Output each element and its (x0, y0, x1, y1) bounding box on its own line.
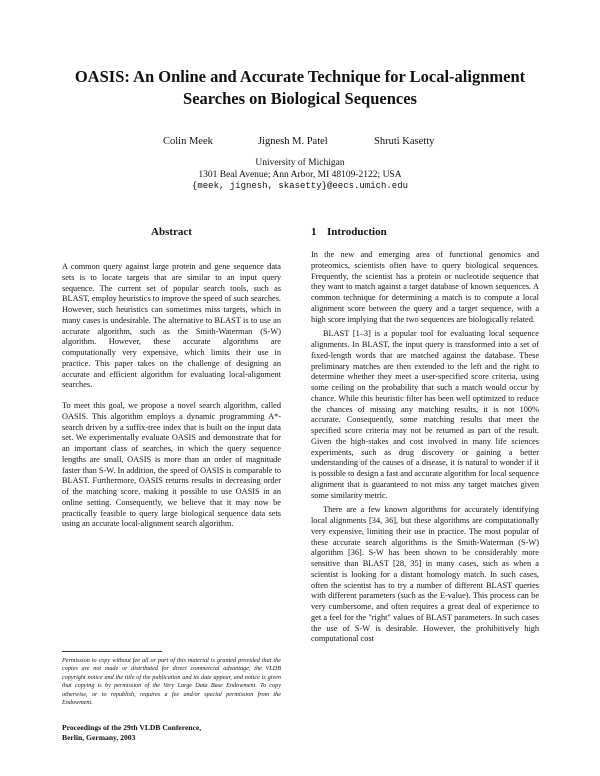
section-heading (311, 226, 539, 238)
author-name: Colin Meek (163, 136, 213, 147)
permission-notice: Permission to copy without fee all or part of this material is granted provided that the copies are not made or distributed for direct commercial advantage, the VLDB copyright notice and the title of the publication and its date appear, and notice is given that copying is by permission of the Very Large Data Base Endowment. To copy otherwise, or to republish, requires a fee and/or special permission from the Endowment. (62, 657, 281, 707)
conference-info (62, 723, 281, 743)
intro-paragraph: There are a few known algorithms for accurately identifying local alignments [34, 36], but these algorithms are computationally very expensive, limiting their use in practice. The most popular of these accurate search algorithms is the Smith-Waterman (S-W) algorithm [36]. S-W has been shown to be considerably more sensitive than BLAST [28, 35] in many cases, such as when a scientist is looking for a distant homology match. In such cases, often the scientist has to try a number of different BLAST queries with different parameters (such as the E-value). This process can be very cumbersome, and often requires a great deal of experience to get a feel for the "right" values of BLAST parameters. In such cases the use of S-W is desirable. However, the prohibitively high computational cost (311, 505, 539, 644)
left-column (62, 226, 281, 530)
author-name: Jignesh M. Patel (258, 136, 328, 147)
conference-line: Berlin, Germany, 2003 (62, 733, 136, 742)
title-line-2: Searches on Biological Sequences (183, 89, 417, 108)
author-emails: {meek, jignesh, skasetty}@eecs.umich.edu (191, 181, 409, 191)
footnote-rule (62, 651, 162, 652)
abstract-paragraph: To meet this goal, we propose a novel search algorithm, called OASIS. This algorithm employs a dynamic programming A*-search driven by a suffix-tree index that is built on the input data set. We experimentally evaluate OASIS and demonstrate that for an important class of searches, in which the query sequence lengths are small, OASIS is more than an order of magnitude faster than S-W. In addition, the speed of OASIS is comparable to BLAST. Furthermore, OASIS returns results in decreasing order of the matching score, making it possible to use OASIS in an online setting. Consequently, we believe that it may now be practically feasible to query large biological sequence data sets using an accurate local-alignment search algorithm. (62, 401, 281, 529)
paper-title (40, 66, 560, 110)
institution: University of Michigan (255, 158, 345, 168)
abstract-paragraph: A common query against large protein and gene sequence data sets is to locate targets that are similar to an input query sequence. The current set of popular search tools, such as BLAST, employ heuristics to improve the speed of such searches. However, such heuristics can sometimes miss targets, which in many cases is undesirable. The alternative to BLAST is to use an accurate algorithm, such as the Smith-Waterman (S-W) algorithm. However, these accurate algorithms are computationally very expensive, which limits their use in practice. This paper takes on the challenge of designing an accurate and efficient algorithm for evaluating local-alignment searches. (62, 262, 281, 390)
conference-line: Proceedings of the 29th VLDB Conference, (62, 723, 202, 732)
intro-paragraph: BLAST [1–3] is a popular tool for evaluating local sequence alignments. In BLAST, the input query is transformed into a set of fixed-length words that are matched against the database. These preliminary matches are then extended to the left and the right to determine whether they meet a user-specified score criteria, using some ceiling on the probability that such a match would occur by chance. While this heuristic filter has been well optimized to reduce the chances of missing any matching results, it is not 100% accurate. Consequently, some matching results that meet the specified score criteria may not be returned as part of the result. Given the high-stakes and cost involved in many life sciences experiments, such as drug discovery or gaining a better understanding of the causes of a disease, it is natural to wonder if it is possible to design a fast and accurate algorithm for local sequence alignment that is guaranteed to not miss any target matches given some similarity metric. (311, 329, 539, 500)
abstract-heading: Abstract (151, 226, 192, 238)
author-name: Shruti Kasetty (374, 136, 435, 147)
section-title: Introduction (327, 226, 387, 238)
intro-paragraph: In the new and emerging area of functional genomics and proteomics, scientists often have to query biological sequences. Frequently, the scientist has a protein or nucleotide sequence that they want to match against a target database of known sequences. A common technique for determining a match is to compute a local alignment score between the query and a target sequence, with a high score implying that the two sequences are biologically related. (311, 250, 539, 324)
section-number: 1 (311, 226, 317, 238)
affiliation (100, 158, 500, 193)
right-column (311, 226, 539, 645)
title-line-1: OASIS: An Online and Accurate Technique for Local-alignment (74, 67, 526, 86)
address: 1301 Beal Avenue; Ann Arbor, MI 48109-2122; USA (198, 169, 402, 180)
